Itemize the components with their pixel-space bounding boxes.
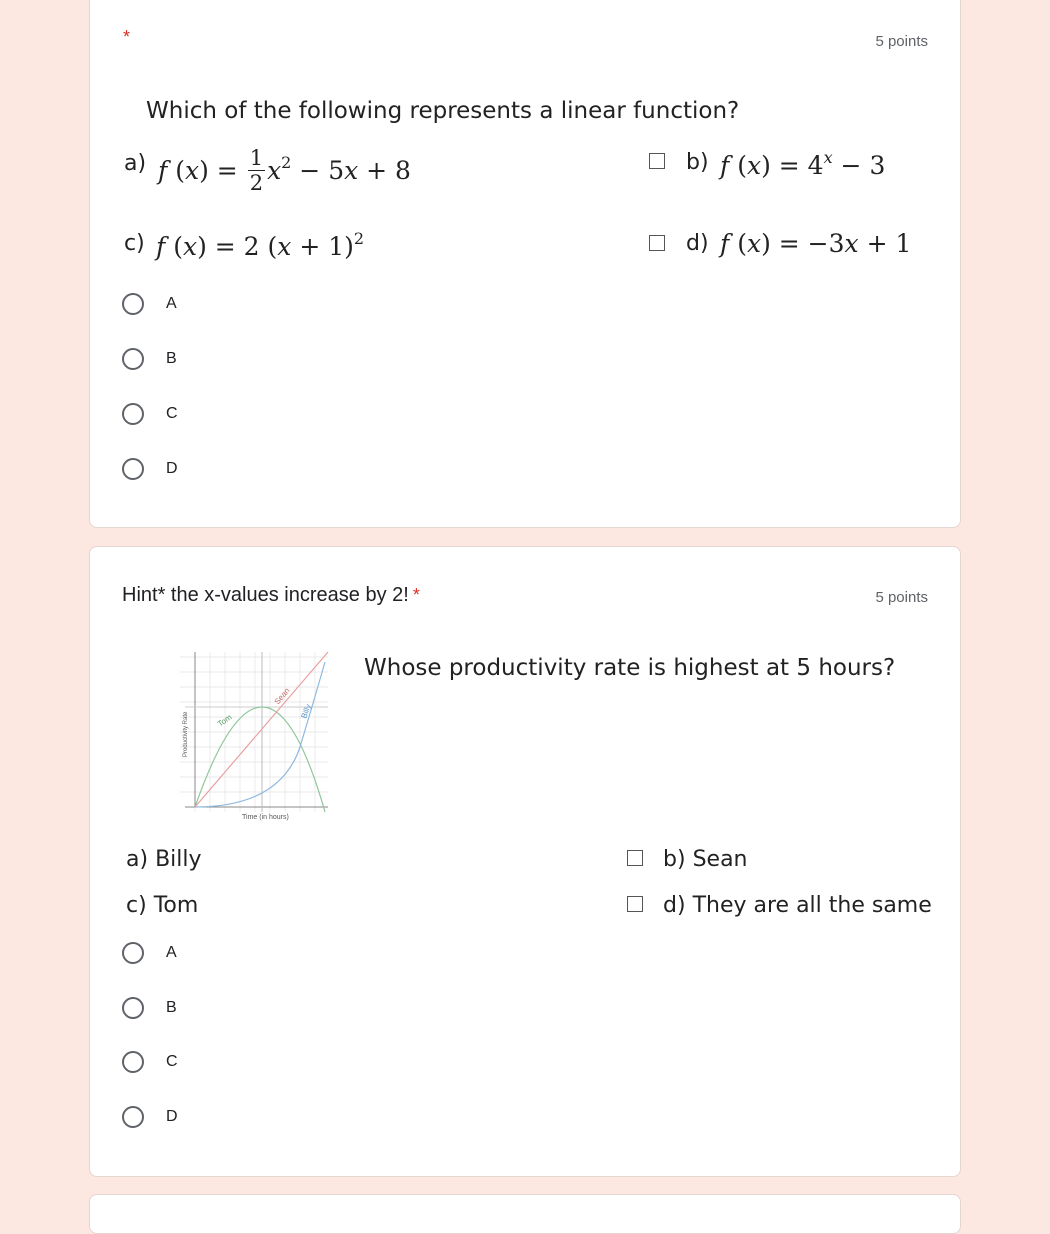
radio-circle-icon[interactable] bbox=[122, 997, 144, 1019]
required-asterisk: * bbox=[412, 585, 420, 605]
radio-circle-icon[interactable] bbox=[122, 1051, 144, 1073]
required-asterisk: * bbox=[123, 27, 131, 47]
radio-option-a[interactable] bbox=[122, 289, 177, 319]
y-axis-label: Productivity Rate bbox=[183, 711, 189, 757]
choice-d bbox=[663, 893, 932, 918]
choice-a-formula: f (x) = $\frac{1}{2}$ $x^2 - 5x + 8$ bbox=[158, 146, 411, 195]
points-label: 5 points bbox=[875, 33, 928, 50]
choice-d-label: d) bbox=[663, 893, 686, 918]
radio-circle-icon[interactable] bbox=[122, 293, 144, 315]
radio-circle-icon[interactable] bbox=[122, 403, 144, 425]
radio-option-d[interactable] bbox=[122, 1102, 178, 1132]
radio-circle-icon[interactable] bbox=[122, 458, 144, 480]
choice-c bbox=[126, 893, 198, 918]
radio-option-label: B bbox=[166, 999, 177, 1016]
question-card-2 bbox=[89, 546, 961, 1177]
choice-d-label: d) bbox=[686, 231, 709, 256]
choice-b-checkbox-icon bbox=[627, 850, 643, 866]
choice-c-label: c) bbox=[126, 893, 147, 918]
sean-label: Sean bbox=[272, 686, 292, 707]
tom-label: Tom bbox=[215, 712, 234, 729]
question-card-3 bbox=[89, 1194, 961, 1234]
choice-c-formula: f (x) = 2 $(x + 1)^2$ bbox=[156, 229, 365, 261]
billy-curve bbox=[195, 662, 325, 807]
radio-option-label: D bbox=[166, 1108, 178, 1125]
radio-option-label: A bbox=[166, 295, 177, 312]
radio-option-c[interactable] bbox=[122, 1047, 178, 1077]
billy-label: Billy bbox=[299, 702, 313, 720]
choice-d-formula: f (x) = −3x + 1 bbox=[720, 229, 912, 258]
x-axis-label: Time (in hours) bbox=[242, 814, 289, 821]
choice-b-label: b) bbox=[663, 847, 686, 872]
choice-d-checkbox-icon bbox=[627, 896, 643, 912]
productivity-graph bbox=[170, 647, 335, 827]
question-prompt: Whose productivity rate is highest at 5 hours? bbox=[364, 655, 896, 681]
radio-option-label: B bbox=[166, 350, 177, 367]
radio-option-b[interactable] bbox=[122, 993, 177, 1023]
radio-circle-icon[interactable] bbox=[122, 1106, 144, 1128]
question-card-1 bbox=[89, 0, 961, 528]
choice-a-text: Billy bbox=[155, 847, 202, 872]
choice-c-text: Tom bbox=[153, 893, 199, 918]
points-label: 5 points bbox=[875, 589, 928, 606]
tom-curve bbox=[195, 707, 325, 812]
choice-c-label: c) bbox=[124, 231, 145, 256]
radio-option-c[interactable] bbox=[122, 399, 178, 429]
choice-d-checkbox-icon bbox=[649, 235, 665, 251]
radio-circle-icon[interactable] bbox=[122, 348, 144, 370]
question-title bbox=[122, 584, 420, 607]
question-title-text: Hint* the x-values increase by 2! bbox=[122, 584, 409, 606]
choice-b-label: b) bbox=[686, 150, 709, 175]
radio-option-label: C bbox=[166, 405, 178, 422]
radio-option-a[interactable] bbox=[122, 938, 177, 968]
choice-a-label: a) bbox=[126, 847, 149, 872]
radio-option-b[interactable] bbox=[122, 344, 177, 374]
choice-b bbox=[663, 847, 748, 872]
choice-a-label: a) bbox=[124, 151, 147, 176]
choice-b-checkbox-icon bbox=[649, 153, 665, 169]
choice-a bbox=[126, 847, 202, 872]
radio-option-label: C bbox=[166, 1053, 178, 1070]
radio-option-d[interactable] bbox=[122, 454, 178, 484]
radio-option-label: D bbox=[166, 460, 178, 477]
choice-d-text: They are all the same bbox=[692, 893, 932, 918]
question-prompt: Which of the following represents a linear function? bbox=[146, 98, 740, 124]
radio-circle-icon[interactable] bbox=[122, 942, 144, 964]
choice-b-formula: f $(x) = 4^x - 3$ bbox=[720, 148, 886, 180]
choice-b-text: Sean bbox=[692, 847, 748, 872]
radio-option-label: A bbox=[166, 944, 177, 961]
